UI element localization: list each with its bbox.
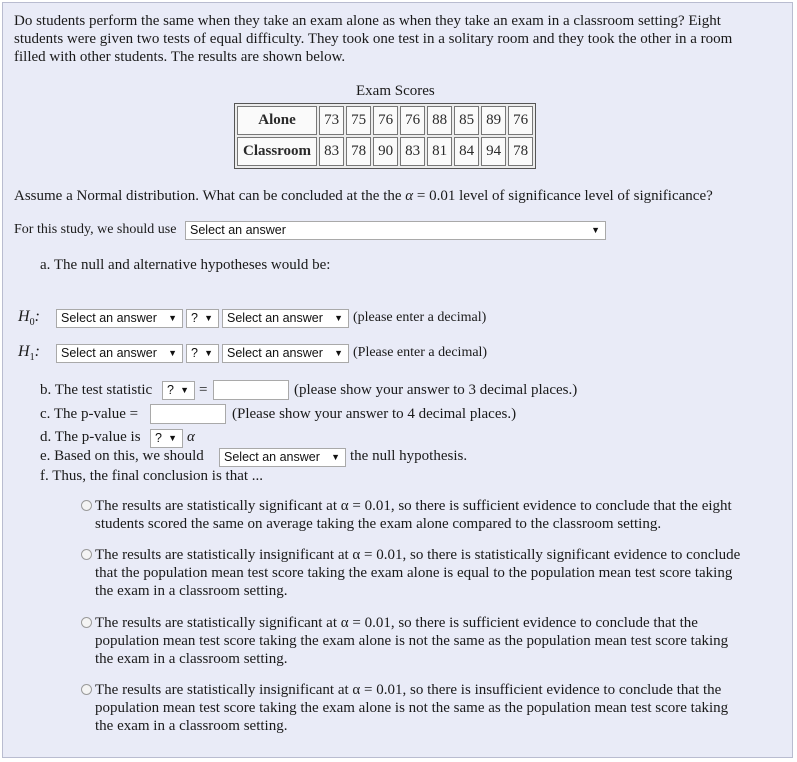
table-cell: 76 [400,106,425,135]
table-cell: 89 [481,106,506,135]
table-cell: 94 [481,137,506,166]
conclusion-radio-1[interactable] [81,500,92,511]
question-pre: Assume a Normal distribution. What can be concluded at the the [14,188,406,204]
table-cell: 83 [400,137,425,166]
alpha-symbol: α [187,429,195,445]
h0-note: (please enter a decimal) [353,310,487,325]
option-line: population mean test score taking the exam alone is not the same as the population mean test score taking [95,700,729,716]
table-cell: 90 [373,137,398,166]
h1-operator-value: ? [191,346,198,360]
study-select-value: Select an answer [190,223,286,237]
option-line: the exam in a classroom setting. [95,583,288,599]
test-statistic-input[interactable] [213,380,289,400]
h0-value-text: Select an answer [227,311,323,325]
h0-operator-value: ? [191,311,198,325]
table-cell: 76 [508,106,533,135]
conclusion-option-1[interactable] [95,497,791,533]
option-line: the exam in a classroom setting. [95,651,288,667]
comparison-value: ? [155,431,162,445]
conclusion-option-2[interactable] [95,546,791,600]
conclusion-radio-4[interactable] [81,684,92,695]
table-cell: 78 [508,137,533,166]
part-a-label: a. The null and alternative hypotheses would be: [40,257,331,273]
table-cell: 76 [373,106,398,135]
dropdown-arrow-icon: ▼ [591,225,600,235]
dropdown-arrow-icon: ▼ [168,433,177,443]
h0-operator-select[interactable] [186,309,219,328]
decision-value: Select an answer [224,450,320,464]
h1-subscript: 1 [29,352,35,364]
study-label: For this study, we should use [14,222,177,237]
h0-parameter-select[interactable] [56,309,183,328]
part-e-post: the null hypothesis. [350,448,468,464]
option-line: The results are statistically insignificant at α = 0.01, so there is insufficient evidence to conclude that the [95,682,722,698]
test-statistic-select[interactable] [162,381,195,400]
part-b-note: (please show your answer to 3 decimal places.) [294,382,578,398]
option-line: that the population mean test score taking the exam alone is equal to the population mean test score taking [95,565,733,581]
option-line: the exam in a classroom setting. [95,718,288,734]
dropdown-arrow-icon: ▼ [180,385,189,395]
intro-line-1: Do students perform the same when they take an exam alone as when they take an exam in a classroom setting? Eight [14,13,721,29]
dropdown-arrow-icon: ▼ [331,452,340,462]
conclusion-radio-3[interactable] [81,617,92,628]
h0-symbol: H [18,308,30,325]
alpha-symbol: α [405,188,414,204]
test-statistic-value: ? [167,383,174,397]
part-c-note: (Please show your answer to 4 decimal places.) [232,406,517,422]
dropdown-arrow-icon: ▼ [334,348,343,358]
h0-value-select[interactable] [222,309,349,328]
conclusion-radio-2[interactable] [81,549,92,560]
table-cell: 85 [454,106,479,135]
option-line: The results are statistically significant at α = 0.01, so there is sufficient evidence to conclude that the [95,615,698,631]
h0-parameter-value: Select an answer [61,311,157,325]
option-line: population mean test score taking the exam alone is not the same as the population mean test score taking [95,633,729,649]
table-row-alone [237,106,533,135]
h1-note: (Please enter a decimal) [353,345,488,360]
intro-line-3: filled with other students. The results are shown below. [14,49,346,65]
row-label: Classroom [237,137,317,166]
part-d-label: d. The p-value is [40,429,141,445]
dropdown-arrow-icon: ▼ [204,313,213,323]
table-cell: 83 [319,137,344,166]
problem-statement [14,12,786,66]
part-e-label: e. Based on this, we should [40,448,204,464]
decision-select[interactable] [219,448,346,467]
p-value-input[interactable] [150,404,226,424]
conclusion-option-3[interactable] [95,614,791,668]
main-question [14,188,713,205]
table-cell: 75 [346,106,371,135]
h1-value-select[interactable] [222,344,349,363]
h1-symbol: H [18,343,30,360]
table-cell: 73 [319,106,344,135]
study-test-select[interactable] [185,221,606,240]
h1-colon: : [34,343,40,360]
part-b-label: b. The test statistic [40,382,153,398]
option-line: The results are statistically significant at α = 0.01, so there is sufficient evidence to conclude that the eight [95,498,732,514]
table-cell: 88 [427,106,452,135]
question-post: = 0.01 level of significance level of significance? [413,188,713,204]
dropdown-arrow-icon: ▼ [334,313,343,323]
table-cell: 78 [346,137,371,166]
h1-parameter-select[interactable] [56,344,183,363]
equals-sign: = [199,382,208,398]
dropdown-arrow-icon: ▼ [168,348,177,358]
option-line: students scored the same on average taking the exam alone compared to the classroom setting. [95,516,662,532]
dropdown-arrow-icon: ▼ [168,313,177,323]
exam-scores-table [234,103,536,169]
h0-subscript: 0 [29,317,35,329]
conclusion-option-4[interactable] [95,681,791,735]
table-cell: 81 [427,137,452,166]
table-row-classroom [237,137,533,166]
part-c-label: c. The p-value = [40,406,139,422]
question-panel [2,2,793,758]
dropdown-arrow-icon: ▼ [204,348,213,358]
option-line: The results are statistically insignificant at α = 0.01, so there is statistically significant evidence to conclude [95,547,741,563]
h1-parameter-value: Select an answer [61,346,157,360]
row-label: Alone [237,106,317,135]
table-title: Exam Scores [356,83,435,99]
p-value-comparison-select[interactable] [150,429,183,448]
part-f-label: f. Thus, the final conclusion is that ... [40,468,264,484]
h1-operator-select[interactable] [186,344,219,363]
h1-value-text: Select an answer [227,346,323,360]
h0-label [18,308,40,328]
intro-line-2: students were given two tests of equal difficulty. They took one test in a solitary room and they took the other in a room [14,31,733,47]
h1-label [18,343,40,363]
h0-colon: : [34,308,40,325]
table-cell: 84 [454,137,479,166]
